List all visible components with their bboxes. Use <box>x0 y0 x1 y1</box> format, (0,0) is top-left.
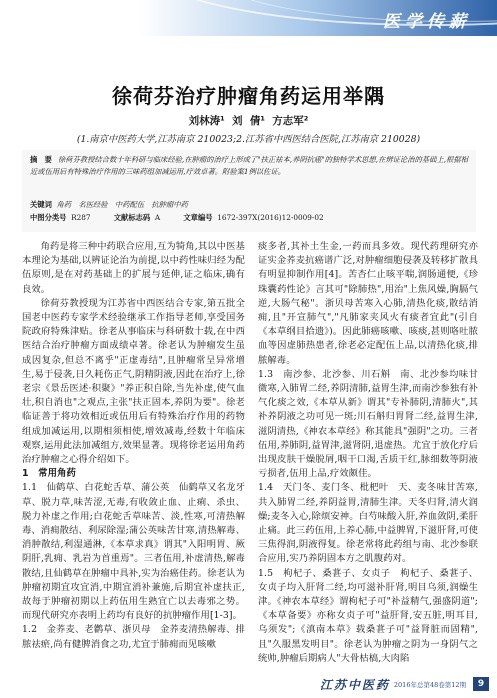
clc-value: R287 <box>71 213 91 222</box>
body-paragraph: 角药是将三种中药联合应用,互为犄角,其以中医基本理论为基础,以辨证论治为前提,以中药性味归经为配伍原则,是在对药基础上的扩展与延伸,证之临床,确有良效。 <box>22 241 245 295</box>
keywords-line <box>30 200 470 210</box>
page-number: 9 <box>473 677 489 691</box>
section-title: 医学传薪 <box>383 12 471 32</box>
right-column <box>258 240 478 666</box>
body-paragraph: 1.3 南沙参、北沙参、川石斛 南、北沙参均味甘微寒,入肺胃二经,养阴清肺,益胃生津,而南沙参独有补气化痰之效,《本草从新》谓其"专补肺阴,清肺火",其补养阴液之功可见一斑;川石斛归胃肾二经,益胃生津,滋阴清热,《神农本草经》称其能具"强阴"之功。三者伍用,养肺阴,益胃津,滋肾阴,退虚热。尤宜于放化疗后出现皮肤干燥脱屑,咽干口渴,舌质干红,脉细数等阴液亏损者,伍用上品,疗效颇佳。 <box>258 368 478 480</box>
page-footer <box>320 676 489 692</box>
article-number-value: 1672-397X(2016)12-0009-02 <box>217 213 324 222</box>
abstract-label: 摘 要 <box>30 155 52 164</box>
section-heading: 1 常用角药 <box>22 468 76 480</box>
body-paragraph: 1.5 枸杞子、桑葚子、女贞子 枸杞子、桑葚子、女贞子均入肝肾二经,均可滋补肝肾,明目乌须,润燥生津。《神农本草经》谓枸杞子可"补益精气,强盛阴道";《本草备要》亦称女贞子可"益肝肾,安五脏,明耳目,乌须发";《滇南本草》载桑葚子可"益肾脏而固精",且"久服黑发明目"。徐老认为肿瘤之阴为一身阴气之统帅,肿瘤后期病人"大骨枯槁,大肉陷 <box>258 567 478 664</box>
keywords-label: 关键词 <box>30 200 52 209</box>
article-number-label: 文章编号 <box>183 213 213 222</box>
left-column <box>22 240 245 652</box>
clc-label: 中图分类号 <box>30 213 67 222</box>
article-title: 徐荷芬治疗肿瘤角药运用举隅 <box>112 84 385 108</box>
body-paragraph: 1.1 仙鹤草、白花蛇舌草、蒲公英 仙鹤草又名龙牙草、脱力草,味苦涩,无毒,有收敛止血、止痢、杀虫、脱力补虚之作用;白花蛇舌草味苦、淡,性寒,可清热解毒、消痈散结、利尿除湿;蒲公英味苦甘寒,清热解毒、消肿散结,利湿通淋,《本草求真》谓其"入阳明胃、厥阴肝,乳痈、乳岩为首重焉"。三者伍用,补虚清热,解毒散结,且仙鹤草在肿瘤中具补,实为治癌佳药。徐老认为肿瘤初期宜攻宜消,中期宜消补兼施,后期宜补虚扶正,故每于肿瘤初期以上药伍用生熟宜亡以去毒邪之势。而现代研究亦表明上药均有良好的抗肿瘤作用[1-3]。 <box>22 482 245 622</box>
classification-line <box>30 213 470 223</box>
body-paragraph: 1.2 金荞麦、老鹳草、浙贝母 金荞麦清热解毒、排脓祛瘀,尚有健脾消食之功,尤宜于肺痈而见咳嗽 <box>22 624 245 650</box>
body-paragraph: 痰多者,其补土生金,一药而具多效。现代药理研究亦证实金荞麦抗癌谱广泛,对肿瘤细胞侵袭及转移扩散具有明显抑制作用[4]。苦杏仁止咳平喘,润肠通便,《珍珠囊药性论》言其可"除肺热",用治"上焦风燥,胸膈气逆,大肠气秘"。浙贝母苦寒入心肺,清热化痰,散结消痈,且"开宣肺气","凡肺家夹风火有痰者宜此"(引自《本草纲目拾遗》)。因此肺癌咳嗽、咳痰,甚则咯吐脓血等因虚肺热患者,徐老必定配伍上品,以清热化痰,排脓解毒。 <box>258 241 478 366</box>
author-affiliation: (1.南京中医药大学,江苏南京 210023;2.江苏省中西医结合医院,江苏南京 210028) <box>76 134 421 145</box>
abstract <box>30 154 470 178</box>
journal-name: 江苏中医药 <box>319 677 390 692</box>
body-paragraph: 1.4 天门冬、麦门冬、枇杷叶 天、麦冬味甘苦寒,共入肺胃二经,养阴益胃,清肺生津。天冬归肾,清火润燥;麦冬入心,除烦安神。白芍味酸入肝,养血敛阴,柔肝止痛。此三药伍用,上养心肺,中益脾胃,下滋肝肾,可使三焦得润,阴液得复。徐老常将此药组与南、北沙参联合应用,实乃养阴固本方之肌腹药对。 <box>258 482 478 565</box>
doc-code-value: A <box>154 213 161 222</box>
abstract-text: 徐荷芬教授结合数十年科研与临床经验,在肿瘤的治疗上形成了"扶正祛本,养阴抗癌"的独特学术思想,在辨证论治的基础上,根据相近或伍用后有特殊治疗作用的三味药组加减运用,疗效卓著。附验案1例以佐证。 <box>30 155 468 176</box>
body-paragraph: 徐荷芬教授现为江苏省中西医结合专家,第五批全国老中医药专家学术经验继承工作指导老师,享受国务院政府特殊津贴。徐老从事临床与科研数十载,在中西医结合治疗肿瘤方面成绩卓著。徐老认为肿瘤发生虽成因复杂,但总不离乎"正虚毒结",且肿瘤常呈异常增生,易于侵袭,日久耗伤正气,阴精阴液,因此在治疗上,徐老宗《景岳医述·积聚》"养正积自除,当先补虚,使气血壮,积自消也"之观点,主张"扶正固本,养阴为要"。徐老临证善于将功效相近或伍用后有特殊治疗作用的药物组成加减运用,以期相须相使,增效减毒,经数十年临床观察,运用此法加减组方,效果显著。现将徐老运用角药治疗肿瘤之心得介绍如下。 <box>22 297 245 466</box>
doc-code-label: 文献标志码 <box>113 213 151 222</box>
keywords-text: 角药 名医经验 中药配伍 抗肿瘤中药 <box>56 200 188 209</box>
article-authors: 刘林涛¹ 刘 倩¹ 方志军² <box>188 115 309 127</box>
section-header-band <box>0 0 497 36</box>
issue-info: 2016年总第48卷第12期 <box>393 680 466 689</box>
